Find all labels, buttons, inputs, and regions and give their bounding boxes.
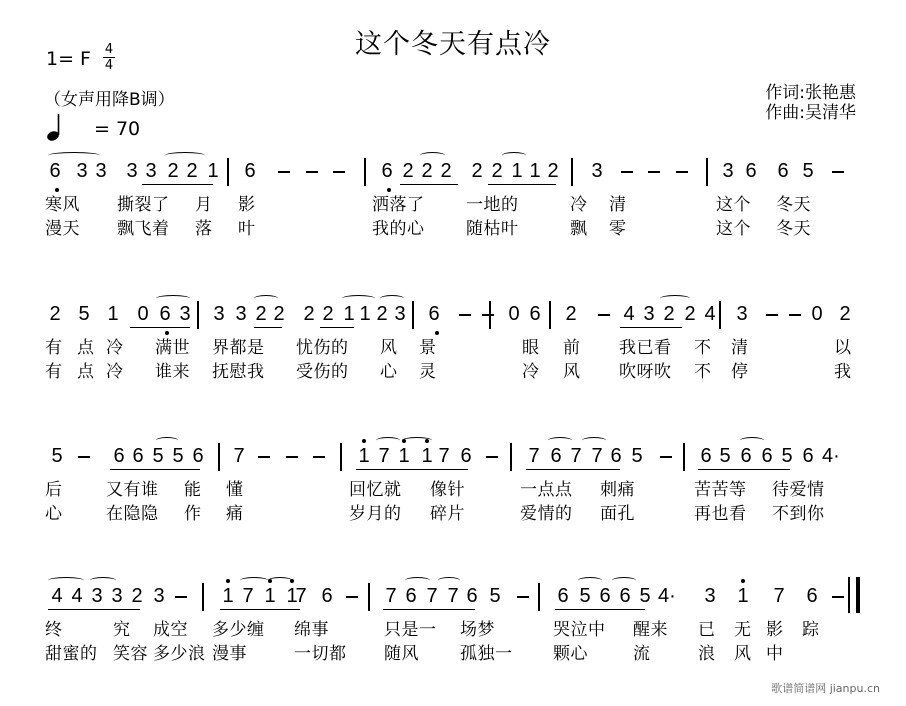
sustain-dash bbox=[278, 171, 290, 173]
music-row-1 bbox=[0, 160, 906, 290]
lyric-verse-1: 刺痛 bbox=[600, 480, 635, 500]
lyric-verse-2: 再也看 bbox=[694, 504, 747, 524]
note: 6 bbox=[700, 445, 712, 467]
note: 7 bbox=[233, 445, 245, 467]
sustain-dash bbox=[660, 456, 672, 458]
lyric-verse-2: 面孔 bbox=[600, 504, 635, 524]
sustain-dash bbox=[313, 456, 325, 458]
lyric-verse-2: 岁月的 bbox=[349, 504, 402, 524]
lyric-verse-1: 影 bbox=[238, 195, 256, 215]
lyric-verse-1: 只是一 bbox=[384, 620, 437, 640]
note: 2 bbox=[839, 303, 851, 325]
music-row-2 bbox=[0, 303, 906, 433]
lyric-verse-2: 漫天 bbox=[45, 219, 80, 239]
lyric-verse-1: 清 bbox=[731, 338, 749, 358]
watermark: 歌谱简谱网 jianpu.cn bbox=[771, 682, 880, 695]
note: 2 bbox=[565, 303, 577, 325]
note: 7 bbox=[528, 445, 540, 467]
lyric-verse-1: 撕裂了 bbox=[117, 195, 170, 215]
beam-underline bbox=[555, 609, 645, 610]
lyric-verse-2: 不 bbox=[694, 362, 712, 382]
slur-arc bbox=[156, 295, 190, 302]
note: 5 bbox=[802, 160, 814, 182]
note: 3 bbox=[736, 303, 748, 325]
note: 0 bbox=[137, 303, 149, 325]
bar-line bbox=[364, 158, 366, 186]
sustain-dash bbox=[648, 171, 660, 173]
note: 6 bbox=[49, 160, 61, 182]
music-row-4 bbox=[0, 585, 906, 706]
note: 1 bbox=[529, 160, 541, 182]
lyric-verse-1: 后 bbox=[45, 480, 63, 500]
note: 3 bbox=[111, 585, 123, 607]
note: 5 bbox=[781, 445, 793, 467]
octave-high-dot bbox=[226, 579, 230, 583]
lyric-verse-1: 有 bbox=[45, 338, 63, 358]
tempo-marking: = 70 bbox=[94, 118, 141, 140]
lyric-verse-1: 我已看 bbox=[619, 338, 672, 358]
lyric-verse-2: 抚慰我 bbox=[212, 362, 265, 382]
note: 6 bbox=[777, 160, 789, 182]
note: 1 bbox=[357, 445, 371, 467]
beam-underline bbox=[320, 327, 354, 328]
lyric-verse-2: 浪 bbox=[698, 644, 716, 664]
bar-line bbox=[706, 158, 708, 186]
note: 3 bbox=[95, 160, 107, 182]
sustain-dash bbox=[346, 596, 358, 598]
slur-arc bbox=[376, 437, 400, 444]
note: 7 bbox=[570, 445, 582, 467]
slur-arc bbox=[502, 152, 526, 159]
note: 2 bbox=[167, 160, 179, 182]
note: 1 bbox=[285, 585, 299, 607]
lyric-verse-2: 吹呀吹 bbox=[619, 362, 672, 382]
note: 2 bbox=[471, 160, 483, 182]
sustain-dash bbox=[621, 171, 633, 173]
beam-underline bbox=[383, 609, 475, 610]
note: 1 bbox=[420, 445, 434, 467]
lyric-verse-1: 终 bbox=[45, 620, 63, 640]
note: 3 bbox=[643, 303, 655, 325]
note: 2 bbox=[547, 160, 559, 182]
bar-line bbox=[538, 583, 540, 611]
lyricist-credit: 作词:张艳惠 bbox=[765, 83, 856, 103]
lyric-verse-1: 这个 bbox=[716, 195, 751, 215]
lyric-verse-1: 一点点 bbox=[520, 480, 573, 500]
note: 3 bbox=[179, 303, 191, 325]
lyric-verse-2: 一切都 bbox=[294, 644, 347, 664]
lyric-verse-2: 谁来 bbox=[155, 362, 190, 382]
beam-underline bbox=[220, 609, 300, 610]
lyric-verse-2: 流 bbox=[633, 644, 651, 664]
lyric-verse-2: 碎片 bbox=[430, 504, 465, 524]
lyric-verse-1: 醒来 bbox=[633, 620, 668, 640]
beam-underline bbox=[110, 469, 200, 470]
lyric-verse-2: 我的心 bbox=[372, 219, 425, 239]
sustain-dash bbox=[598, 314, 610, 316]
lyric-verse-2: 心 bbox=[380, 362, 398, 382]
lyric-verse-1: 像针 bbox=[430, 480, 465, 500]
lyric-verse-1: 洒落了 bbox=[372, 195, 425, 215]
note: 2 bbox=[273, 303, 285, 325]
sustain-dash bbox=[517, 596, 529, 598]
lyric-verse-1: 冬天 bbox=[776, 195, 811, 215]
beam-underline bbox=[142, 184, 213, 185]
note: 7 bbox=[242, 585, 254, 607]
slur-arc bbox=[438, 577, 460, 584]
sustain-dash bbox=[486, 456, 498, 458]
note: 6 bbox=[806, 585, 818, 607]
note: 6 bbox=[321, 585, 333, 607]
slur-arc bbox=[380, 295, 404, 302]
note: 6 bbox=[761, 445, 773, 467]
note: 5 bbox=[579, 585, 591, 607]
lyric-verse-2: 冬天 bbox=[776, 219, 811, 239]
note: 6 bbox=[557, 585, 569, 607]
note: 5 bbox=[719, 445, 731, 467]
note: 4· bbox=[822, 445, 840, 467]
lyric-verse-2: 飘飞着 bbox=[117, 219, 170, 239]
slur-arc bbox=[342, 295, 375, 302]
slur-arc bbox=[254, 295, 278, 302]
note: 5 bbox=[78, 303, 90, 325]
lyric-verse-1: 冷 bbox=[106, 338, 124, 358]
beam-underline bbox=[526, 469, 620, 470]
lyric-verse-2: 颗心 bbox=[553, 644, 588, 664]
note: 7 bbox=[591, 445, 603, 467]
time-signature bbox=[103, 43, 115, 72]
note: 5 bbox=[639, 585, 651, 607]
note: 6 bbox=[113, 445, 125, 467]
note: 6 bbox=[460, 445, 472, 467]
note: 2 bbox=[49, 303, 61, 325]
lyric-verse-2: 灵 bbox=[419, 362, 437, 382]
note: 3 bbox=[76, 160, 88, 182]
note: 2 bbox=[421, 160, 433, 182]
beam-underline bbox=[488, 184, 556, 185]
bar-line bbox=[340, 443, 342, 471]
lyric-verse-1: 究 bbox=[113, 620, 131, 640]
slur-arc bbox=[48, 152, 100, 159]
lyric-verse-2: 作 bbox=[184, 504, 202, 524]
lyric-verse-1: 能 bbox=[184, 480, 202, 500]
lyric-verse-2: 漫事 bbox=[212, 644, 247, 664]
note: 1 bbox=[207, 160, 219, 182]
slur-arc bbox=[48, 577, 84, 584]
note: 7 bbox=[385, 585, 397, 607]
beam-underline bbox=[48, 609, 140, 610]
note: 6 bbox=[132, 445, 144, 467]
lyric-verse-2: 风 bbox=[734, 644, 752, 664]
lyric-verse-2: 这个 bbox=[716, 219, 751, 239]
lyric-verse-2: 多少浪 bbox=[153, 644, 206, 664]
note: 2 bbox=[255, 303, 267, 325]
note: 6 bbox=[466, 585, 478, 607]
slur-arc bbox=[582, 437, 606, 444]
lyric-verse-2: 冷 bbox=[522, 362, 540, 382]
lyric-verse-2: 我 bbox=[834, 362, 852, 382]
bar-line bbox=[683, 443, 685, 471]
lyric-verse-1: 前 bbox=[563, 338, 581, 358]
lyric-verse-2: 甜蜜的 bbox=[45, 644, 98, 664]
slur-arc bbox=[90, 577, 116, 584]
beam-underline bbox=[130, 327, 190, 328]
sustain-dash bbox=[832, 596, 844, 598]
note: 5 bbox=[51, 445, 63, 467]
octave-high-dot bbox=[362, 439, 366, 443]
note: 2 bbox=[186, 160, 198, 182]
lyric-verse-2: 落 bbox=[195, 219, 213, 239]
note: 6 bbox=[405, 585, 417, 607]
lyric-verse-1: 懂 bbox=[226, 480, 244, 500]
sustain-dash bbox=[482, 314, 494, 316]
final-bar-line bbox=[848, 577, 850, 613]
lyric-verse-2: 风 bbox=[563, 362, 581, 382]
bar-line bbox=[218, 443, 220, 471]
note: 4 bbox=[51, 585, 63, 607]
note: 6 bbox=[428, 303, 440, 325]
note: 1 bbox=[263, 585, 277, 607]
note: 6 bbox=[740, 445, 752, 467]
bar-line bbox=[368, 583, 370, 611]
lyric-verse-1: 界都是 bbox=[212, 338, 265, 358]
note: 7 bbox=[447, 585, 459, 607]
slur-arc bbox=[740, 437, 764, 444]
slur-arc bbox=[420, 152, 445, 159]
sustain-dash bbox=[832, 171, 844, 173]
lyric-verse-2: 点 bbox=[77, 362, 95, 382]
note: 3 bbox=[394, 303, 406, 325]
lyric-verse-2: 笑容 bbox=[113, 644, 148, 664]
note: 3 bbox=[145, 160, 157, 182]
note: 1 bbox=[343, 303, 355, 325]
bar-line bbox=[197, 301, 199, 329]
slur-arc bbox=[240, 577, 268, 584]
bar-line bbox=[202, 583, 204, 611]
lyric-verse-2: 在隐隐 bbox=[106, 504, 159, 524]
lyric-verse-1: 清 bbox=[609, 195, 627, 215]
music-row-3 bbox=[0, 445, 906, 575]
sustain-dash bbox=[766, 314, 778, 316]
note: 4 bbox=[623, 303, 635, 325]
bar-line bbox=[571, 158, 573, 186]
note: 5 bbox=[152, 445, 164, 467]
key-signature: 1= F bbox=[46, 48, 91, 70]
quarter-note-icon bbox=[44, 112, 66, 142]
lyric-verse-1: 无 bbox=[734, 620, 752, 640]
slur-arc bbox=[660, 295, 690, 302]
note: 7 bbox=[438, 445, 450, 467]
lyric-verse-2: 心 bbox=[45, 504, 63, 524]
note: 4· bbox=[658, 585, 676, 607]
lyric-verse-1: 待爱情 bbox=[772, 480, 825, 500]
slur-arc bbox=[548, 437, 572, 444]
lyric-verse-1: 成空 bbox=[153, 620, 188, 640]
sustain-dash bbox=[789, 314, 801, 316]
note: 7 bbox=[378, 445, 390, 467]
note: 6 bbox=[529, 303, 541, 325]
lyric-verse-1: 不 bbox=[694, 338, 712, 358]
lyric-verse-1: 影 bbox=[766, 620, 784, 640]
lyric-verse-1: 满世 bbox=[155, 338, 190, 358]
note: 5 bbox=[631, 445, 643, 467]
note: 6 bbox=[610, 445, 622, 467]
slur-arc bbox=[165, 152, 205, 159]
lyric-verse-1: 苦苦等 bbox=[694, 480, 747, 500]
note: 3 bbox=[722, 160, 734, 182]
sustain-dash bbox=[78, 456, 90, 458]
octave-high-dot bbox=[741, 579, 745, 583]
lyric-verse-2: 叶 bbox=[238, 219, 256, 239]
lyric-verse-1: 眼 bbox=[522, 338, 540, 358]
lyric-verse-1: 忧伤的 bbox=[296, 338, 349, 358]
lyric-verse-1: 以 bbox=[834, 338, 852, 358]
note: 6 bbox=[244, 160, 256, 182]
lyric-verse-1: 寒风 bbox=[45, 195, 80, 215]
lyric-verse-2: 有 bbox=[45, 362, 63, 382]
composer-credit: 作曲:吴清华 bbox=[765, 103, 856, 123]
lyric-verse-2: 零 bbox=[609, 219, 627, 239]
note: 0 bbox=[811, 303, 823, 325]
note: 0 bbox=[508, 303, 520, 325]
note: 1 bbox=[107, 303, 119, 325]
bar-line bbox=[412, 301, 414, 329]
lyric-verse-1: 场梦 bbox=[460, 620, 495, 640]
lyric-verse-1: 踪 bbox=[802, 620, 820, 640]
bar-line bbox=[489, 301, 491, 329]
note: 1 bbox=[736, 585, 750, 607]
sustain-dash bbox=[333, 171, 345, 173]
lyric-verse-2: 冷 bbox=[106, 362, 124, 382]
lyric-verse-2: 随枯叶 bbox=[466, 219, 519, 239]
note: 5 bbox=[172, 445, 184, 467]
note: 2 bbox=[303, 303, 315, 325]
note: 3 bbox=[126, 160, 138, 182]
lyric-verse-1: 月 bbox=[195, 195, 213, 215]
note: 1 bbox=[511, 160, 523, 182]
song-title: 这个冬天有点冷 bbox=[355, 29, 551, 60]
note: 2 bbox=[491, 160, 503, 182]
sustain-dash bbox=[175, 596, 187, 598]
note: 3 bbox=[91, 585, 103, 607]
note: 6 bbox=[550, 445, 562, 467]
lyric-verse-2: 停 bbox=[731, 362, 749, 382]
note: 3 bbox=[591, 160, 603, 182]
beam-underline bbox=[698, 469, 790, 470]
sustain-dash bbox=[306, 171, 318, 173]
lyric-verse-1: 一地的 bbox=[466, 195, 519, 215]
note: 7 bbox=[773, 585, 785, 607]
lyric-verse-2: 爱情的 bbox=[520, 504, 573, 524]
lyric-verse-2: 中 bbox=[766, 644, 784, 664]
time-signature-bottom: 4 bbox=[104, 58, 114, 73]
note: 2 bbox=[684, 303, 696, 325]
note: 3 bbox=[153, 585, 165, 607]
slur-arc bbox=[402, 437, 432, 444]
beam-underline bbox=[356, 469, 468, 470]
bar-line bbox=[719, 301, 721, 329]
note: 6 bbox=[381, 160, 393, 182]
note: 2 bbox=[376, 303, 388, 325]
voice-key-note: （女声用降B调） bbox=[44, 90, 175, 110]
beam-underline bbox=[620, 327, 682, 328]
lyric-verse-1: 回忆就 bbox=[349, 480, 402, 500]
lyric-verse-1: 多少缠 bbox=[212, 620, 265, 640]
slur-arc bbox=[405, 577, 430, 584]
lyric-verse-1: 点 bbox=[77, 338, 95, 358]
lyric-verse-1: 景 bbox=[419, 338, 437, 358]
lyric-verse-2: 不到你 bbox=[772, 504, 825, 524]
sustain-dash bbox=[459, 314, 471, 316]
slur-arc bbox=[268, 577, 292, 584]
note: 7 bbox=[295, 585, 307, 607]
lyric-verse-1: 风 bbox=[380, 338, 398, 358]
note: 2 bbox=[322, 303, 334, 325]
bar-line bbox=[510, 443, 512, 471]
note: 6 bbox=[192, 445, 204, 467]
slur-arc bbox=[612, 577, 636, 584]
note: 5 bbox=[489, 585, 501, 607]
sustain-dash bbox=[258, 456, 270, 458]
slur-arc bbox=[156, 437, 178, 444]
note: 4 bbox=[71, 585, 83, 607]
lyric-verse-2: 受伤的 bbox=[296, 362, 349, 382]
note: 2 bbox=[131, 585, 143, 607]
lyric-verse-1: 绵事 bbox=[294, 620, 329, 640]
sustain-dash bbox=[676, 171, 688, 173]
lyric-verse-1: 已 bbox=[698, 620, 716, 640]
bar-line bbox=[227, 158, 229, 186]
note: 6 bbox=[159, 303, 171, 325]
lyric-verse-2: 随风 bbox=[384, 644, 419, 664]
note: 1 bbox=[397, 445, 411, 467]
note: 1 bbox=[221, 585, 235, 607]
beam-underline bbox=[400, 184, 458, 185]
note: 2 bbox=[440, 160, 452, 182]
note: 6 bbox=[745, 160, 757, 182]
sustain-dash bbox=[286, 456, 298, 458]
note: 6 bbox=[599, 585, 611, 607]
note: 4 bbox=[704, 303, 716, 325]
lyric-verse-1: 哭泣中 bbox=[553, 620, 606, 640]
note: 3 bbox=[213, 303, 225, 325]
note: 2 bbox=[663, 303, 675, 325]
note: 6 bbox=[619, 585, 631, 607]
note: 7 bbox=[426, 585, 438, 607]
note: 1 bbox=[359, 303, 371, 325]
beam-underline bbox=[254, 327, 282, 328]
note: 2 bbox=[402, 160, 414, 182]
note: 3 bbox=[704, 585, 716, 607]
slur-arc bbox=[578, 577, 602, 584]
lyric-verse-1: 冷 bbox=[570, 195, 588, 215]
bar-line bbox=[549, 301, 551, 329]
note: 3 bbox=[235, 303, 247, 325]
note: 6 bbox=[802, 445, 814, 467]
final-bar-line bbox=[856, 577, 860, 613]
lyric-verse-2: 孤独一 bbox=[460, 644, 513, 664]
lyric-verse-2: 痛 bbox=[226, 504, 244, 524]
time-signature-top: 4 bbox=[104, 42, 114, 57]
lyric-verse-2: 飘 bbox=[570, 219, 588, 239]
lyric-verse-1: 又有谁 bbox=[106, 480, 159, 500]
